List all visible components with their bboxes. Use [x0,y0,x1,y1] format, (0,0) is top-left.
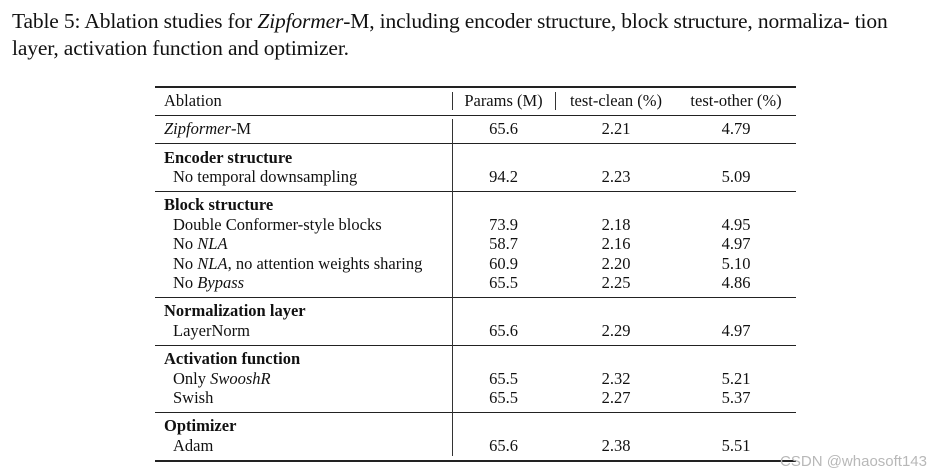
row-other: 4.97 [721,234,751,253]
row-label-post: , no attention weights sharing [227,254,423,273]
bottom-rule [155,460,796,462]
row-clean: 2.20 [601,254,631,273]
row-label: Swish [173,388,214,407]
row-params: 94.2 [489,167,518,186]
header-test-clean: test-clean (%) [569,91,663,110]
baseline-name-italic: Zipformer [164,119,231,138]
row-label: LayerNorm [173,321,250,340]
caption-model-name: Zipformer [257,9,344,33]
baseline-clean: 2.21 [601,119,631,138]
row-clean: 2.32 [601,369,631,388]
row-other: 4.95 [721,215,751,234]
ablation-table [155,86,796,462]
row-label [173,234,228,254]
row-params: 65.5 [489,273,518,292]
row-label: Adam [173,436,214,455]
encoder-rule [155,191,796,192]
activation-rule [155,412,796,413]
row-label [173,369,271,389]
row-other: 4.97 [721,321,751,340]
row-params: 65.6 [489,436,518,455]
norm-rule [155,345,796,346]
row-clean: 2.23 [601,167,631,186]
row-clean: 2.25 [601,273,631,292]
row-clean: 2.16 [601,234,631,253]
baseline-params: 65.6 [489,119,518,138]
caption-suffix: -M, including encoder structure, block structure, normaliza- tion layer, activation function and optimizer. [12,9,888,60]
row-params: 58.7 [489,234,518,253]
row-other: 5.09 [721,167,751,186]
row-label [173,254,422,274]
row-clean: 2.38 [601,436,631,455]
row-other: 5.21 [721,369,751,388]
section-title-normalization: Normalization layer [164,301,306,320]
header-test-other: test-other (%) [690,91,782,110]
top-rule [155,86,796,88]
baseline-other: 4.79 [721,119,751,138]
baseline-name-suffix: -M [230,119,252,138]
row-label-italic: NLA [197,234,228,253]
header-params: Params (M) [464,91,543,110]
row-other: 5.51 [721,436,751,455]
row-label: No temporal downsampling [173,167,358,186]
row-label-italic: Bypass [197,273,245,292]
row-label-italic: NLA [197,254,228,273]
row-label-pre: No [173,234,198,253]
header-rule [155,115,796,116]
section-title-optimizer: Optimizer [164,416,237,435]
row-clean: 2.27 [601,388,631,407]
section-title-block: Block structure [164,195,274,214]
baseline-label [164,119,251,139]
row-params: 60.9 [489,254,518,273]
row-params: 65.5 [489,369,518,388]
row-clean: 2.29 [601,321,631,340]
row-label-italic: SwooshR [210,369,271,388]
row-other: 5.37 [721,388,751,407]
watermark-text: CSDN @whaosoft143 [780,453,927,470]
baseline-rule [155,143,796,144]
row-label: Double Conformer-style blocks [173,215,382,234]
row-clean: 2.18 [601,215,631,234]
row-label-pre: No [173,273,198,292]
row-label [173,273,244,293]
section-title-activation: Activation function [164,349,301,368]
row-params: 65.6 [489,321,518,340]
row-label-pre: Only [173,369,211,388]
row-label-pre: No [173,254,198,273]
block-rule [155,297,796,298]
caption-prefix: Table 5: Ablation studies for [12,9,258,33]
row-params: 65.5 [489,388,518,407]
table-caption [12,8,937,62]
row-other: 5.10 [721,254,751,273]
row-other: 4.86 [721,273,751,292]
section-title-encoder: Encoder structure [164,148,293,167]
header-ablation: Ablation [164,91,222,110]
row-params: 73.9 [489,215,518,234]
